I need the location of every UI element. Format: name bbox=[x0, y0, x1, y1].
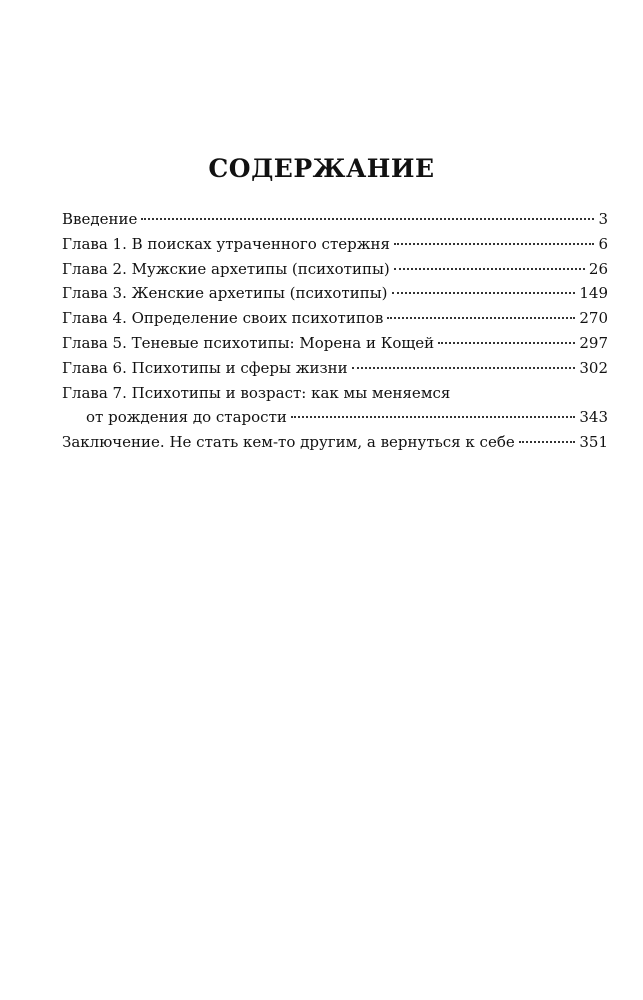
toc-entry-page: 26 bbox=[588, 259, 608, 278]
toc-entry-page: 6 bbox=[598, 234, 608, 253]
toc-entry-title: Глава 4. Определение своих психотипов bbox=[62, 309, 384, 328]
dot-leader bbox=[438, 342, 575, 344]
toc-entry-title: Глава 1. В поисках утраченного стержня bbox=[62, 234, 390, 253]
dot-leader bbox=[394, 243, 594, 245]
toc-entry-title: Глава 3. Женские архетипы (психотипы) bbox=[62, 284, 388, 303]
dot-leader bbox=[394, 268, 585, 270]
toc-entry-title: Глава 7. Психотипы и возраст: как мы меняемся bbox=[62, 383, 451, 402]
dot-leader bbox=[141, 218, 594, 220]
toc-entry-title: Заключение. Не стать кем-то другим, а вернуться к себе bbox=[62, 433, 515, 452]
toc-entry-title: Глава 6. Психотипы и сферы жизни bbox=[62, 358, 348, 377]
toc-entry-chapter-1[interactable] bbox=[62, 232, 608, 257]
dot-leader bbox=[387, 317, 575, 319]
dot-leader bbox=[291, 416, 575, 418]
toc-entry-title: Глава 5. Теневые психотипы: Морена и Кощей bbox=[62, 333, 435, 352]
dot-leader bbox=[392, 292, 576, 294]
toc-entry-chapter-3[interactable] bbox=[62, 281, 608, 306]
toc-entry-chapter-7-line-2[interactable] bbox=[62, 405, 608, 430]
toc-entry-chapter-6[interactable] bbox=[62, 356, 608, 381]
page-title: СОДЕРЖАНИЕ bbox=[208, 154, 435, 183]
toc-entry-title: Глава 2. Мужские архетипы (психотипы) bbox=[62, 259, 390, 278]
toc-entry-page: 3 bbox=[598, 210, 608, 228]
dot-leader bbox=[519, 441, 576, 443]
toc-entry-page: 149 bbox=[579, 284, 608, 303]
toc-entry-page: 343 bbox=[579, 408, 608, 427]
toc-entry-conclusion[interactable] bbox=[62, 430, 608, 455]
toc-entry-page: 302 bbox=[579, 358, 608, 377]
toc-entry-page: 270 bbox=[579, 309, 608, 328]
toc-entry-page: 351 bbox=[579, 433, 608, 452]
toc-entry-chapter-7-line-1[interactable] bbox=[62, 381, 608, 406]
toc-entry-chapter-5[interactable] bbox=[62, 331, 608, 356]
toc-entry-chapter-2[interactable] bbox=[62, 257, 608, 282]
table-of-contents bbox=[62, 207, 608, 455]
toc-entry-page: 297 bbox=[579, 333, 608, 352]
dot-leader bbox=[352, 367, 576, 369]
toc-entry-title-continued: от рождения до старости bbox=[86, 408, 287, 427]
toc-entry-title: Введение bbox=[62, 210, 138, 228]
toc-entry-chapter-4[interactable] bbox=[62, 306, 608, 331]
toc-entry-introduction[interactable] bbox=[62, 207, 608, 232]
